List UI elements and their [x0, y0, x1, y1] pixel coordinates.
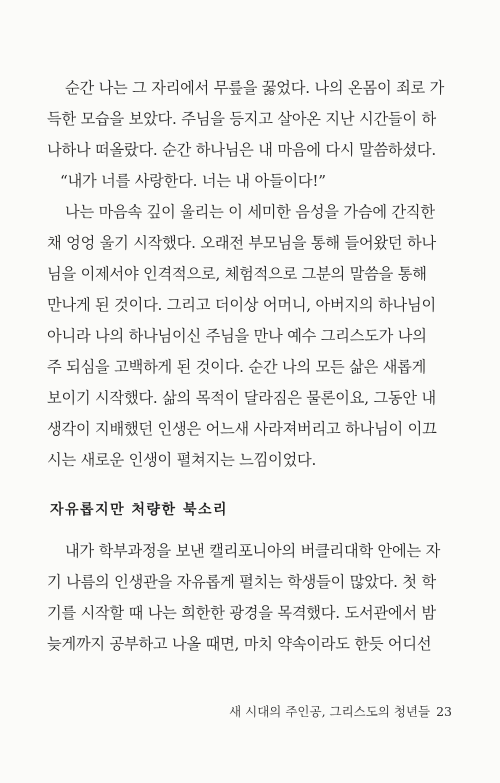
- quote-line: “내가 너를 사랑한다. 너는 내 아들이다!”: [60, 172, 326, 190]
- text-line: 나는 마음속 깊이 울리는 이 세미한 음성을 가슴에 간직한: [65, 203, 435, 221]
- text-line: 늦게까지 공부하고 나올 때면, 마치 약속이라도 한듯 어디선: [47, 635, 432, 653]
- text-line: 보이기 시작했다. 삶의 목적이 달라짐은 물론이요, 그동안 내: [47, 389, 436, 407]
- text-line: 득한 모습을 보았다. 주님을 등지고 살아온 지난 시간들이 하: [47, 110, 436, 128]
- page-footer: [229, 702, 452, 720]
- page-number: 23: [436, 704, 452, 719]
- text-line: 채 엉엉 울기 시작했다. 오래전 부모님을 통해 들어왔던 하나: [47, 234, 436, 252]
- text-line: 기 나름의 인생관을 자유롭게 펼치는 학생들이 많았다. 첫 학: [47, 573, 436, 591]
- text-line: 순간 나는 그 자리에서 무릎을 꿇었다. 나의 온몸이 죄로 가: [65, 79, 445, 97]
- text-line: 나하나 떠올랐다. 순간 하나님은 내 마음에 다시 말씀하셨다.: [47, 141, 436, 159]
- section-heading: 자유롭지만 처량한 북소리: [50, 502, 229, 518]
- text-line: 아니라 나의 하나님이신 주님을 만나 예수 그리스도가 나의: [47, 327, 427, 345]
- text-line: 만나게 된 것이다. 그리고 더이상 어머니, 아버지의 하나님이: [47, 296, 436, 314]
- text-line: 님을 이제서야 인격적으로, 체험적으로 그분의 말씀을 통해: [47, 265, 427, 283]
- text-line: 기를 시작할 때 나는 희한한 광경을 목격했다. 도서관에서 밤: [47, 604, 436, 622]
- text-line: 주 되심을 고백하게 된 것이다. 순간 나의 모든 삶은 새롭게: [47, 358, 427, 376]
- text-line: 내가 학부과정을 보낸 캘리포니아의 버클리대학 안에는 자: [65, 542, 441, 560]
- running-title: 새 시대의 주인공, 그리스도의 청년들: [229, 704, 431, 719]
- text-line: 생각이 지배했던 인생은 어느새 사라져버리고 하나님이 이끄: [47, 420, 437, 438]
- text-line: 시는 새로운 인생이 펼쳐지는 느낌이었다.: [47, 451, 317, 469]
